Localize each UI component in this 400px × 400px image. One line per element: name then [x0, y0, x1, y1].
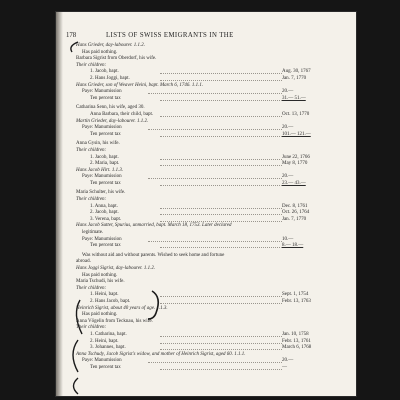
amount: 8.— 18.— — [282, 243, 304, 249]
entry-text: Paye: Manumission — [82, 89, 122, 95]
entry-text: Hans Grieder, day-labourer. 1.1.2. — [76, 43, 145, 48]
baptism-date: June 22, 1766 — [282, 154, 310, 160]
entry-text: abroad. — [76, 259, 91, 265]
baptism-date: Jan. 7, 1770 — [282, 216, 307, 222]
baptism-date: Sept. 1, 1754 — [282, 292, 309, 298]
entry-text: Ten percent tax — [90, 243, 121, 249]
entry-text: Maria Schulter, his wife. — [76, 190, 126, 196]
entry-text: Anna Vögelin from Tecknau, his wife. — [76, 318, 153, 324]
entry-text: 2. Maria, bapt. — [90, 161, 120, 167]
page-number: 178 — [66, 32, 77, 39]
entry-text: 3. Verena, bapt. — [90, 216, 122, 222]
baptism-date: Aug. 30, 1767 — [282, 69, 311, 75]
entry-text: Their children: — [76, 325, 107, 331]
baptism-date: Jan. 7, 1770 — [282, 75, 307, 81]
entry-text: Ten percent tax — [90, 180, 121, 186]
entry-text: 2. Hans Jacob, bapt. — [90, 298, 131, 304]
entry-text: 1. Jacob, bapt. — [90, 69, 119, 75]
baptism-date: Jan. 10, 1758 — [282, 331, 309, 337]
entry-text: Has paid nothing. — [82, 312, 118, 318]
baptism-date: Oct. 26, 1764 — [282, 210, 310, 216]
baptism-date: March 6, 1768 — [282, 345, 312, 351]
entry-text: Ten percent tax — [90, 364, 121, 370]
baptism-date: May 8, 1770 — [282, 161, 308, 167]
book-page — [56, 12, 356, 396]
entry-text: Their children: — [76, 197, 107, 203]
entry-text: Maria Tschudi, his wife. — [76, 279, 125, 285]
entry-text: Was without aid and without parents. Wished to seek home and fortune — [82, 252, 225, 258]
pencil-bracket-mark — [76, 300, 82, 334]
entry-text: Catharina Senn, his wife, aged 30. — [76, 105, 145, 111]
amount: 20.— — [282, 89, 294, 95]
entry-text: Paye: Manumission — [82, 125, 122, 131]
entry-text: Their children: — [76, 147, 107, 153]
amount: 20.— — [282, 125, 294, 131]
entry-text: Their children: — [76, 62, 107, 68]
pencil-bracket-mark — [73, 340, 78, 372]
entry-text: Hans Jacob Sutter, Spurius, unmarried, bapt. March 18, 1753. Later declared — [76, 223, 232, 229]
entry-text: Their children: — [76, 285, 107, 291]
baptism-date: Oct. 13, 1770 — [282, 111, 310, 117]
entry-text: Ten percent tax — [90, 95, 121, 101]
entry-text: Paye: Manumission — [82, 236, 122, 242]
baptism-date: Febr. 13, 1761 — [282, 338, 311, 344]
entry-text: Anna Barbara, their child, bapt. — [90, 111, 154, 117]
entry-text: 1. Jacob, bapt. — [90, 154, 119, 160]
entry-text: Hans Joggi Sigrist, day-labourer. 1.1.2. — [76, 266, 156, 271]
entry-text: Anna Tschudy, Jacob Sigrist's widow, and mother of Heinrich Sigrist, aged 60. 1.1.1. — [76, 351, 246, 357]
entry-text: Paye: Manumission — [82, 174, 122, 180]
amount: 20.— — [282, 358, 294, 364]
entry-text: 1. Anna, bapt. — [90, 203, 118, 209]
entry-text: Hans Jacob Hirt. 1.1.3. — [76, 167, 124, 173]
entry-text: 2. Hans Joggi, bapt. — [90, 75, 130, 81]
entry-text: Hans Grieder, son of Weaver Heini, bapt. March 6, 1746. 1.1.1. — [76, 82, 204, 88]
entry-text: Barbara Sigrist from Oberdorf, his wife. — [76, 56, 157, 62]
entry-text: Heinrich Sigrist, about 40 years of age. 1.1.3. — [76, 305, 168, 311]
entry-text: Martin Grieder, day-labourer. 1.1.2. — [76, 118, 149, 124]
amount: — — [282, 364, 287, 370]
entry-text: Paye: Manumission — [82, 358, 122, 364]
amount: 20.— — [282, 174, 294, 180]
amount: 23.— 43.— — [282, 180, 306, 186]
baptism-date: Febr. 13, 1763 — [282, 298, 311, 304]
entry-text: Anna Gysin, his wife. — [76, 141, 120, 147]
pencil-bracket-marks — [56, 12, 356, 396]
entry-text: 2. Heini, bapt. — [90, 338, 119, 344]
entry-text: 2. Jacob, bapt. — [90, 210, 119, 216]
entry-text: Ten percent tax — [90, 131, 121, 137]
amount: 31.— 51.— — [282, 95, 306, 101]
amount: 101.— 121.— — [282, 131, 311, 137]
amount: 10.— — [282, 236, 294, 242]
entry-text: Has paid nothing. — [82, 272, 118, 278]
entry-text: 1. Catharina, bapt. — [90, 331, 127, 337]
baptism-date: Dec. 8, 1761 — [282, 203, 308, 209]
entry-text: 1. Heini, bapt. — [90, 292, 119, 298]
pencil-bracket-mark — [148, 291, 158, 319]
running-title: LISTS OF SWISS EMIGRANTS IN THE — [106, 32, 234, 39]
entry-text: Has paid nothing. — [82, 49, 118, 55]
pencil-bracket-mark — [71, 42, 78, 52]
entry-text: 3. Johannes, bapt. — [90, 345, 126, 351]
entry-text: legitimate. — [82, 230, 104, 236]
pencil-bracket-mark — [74, 378, 79, 394]
